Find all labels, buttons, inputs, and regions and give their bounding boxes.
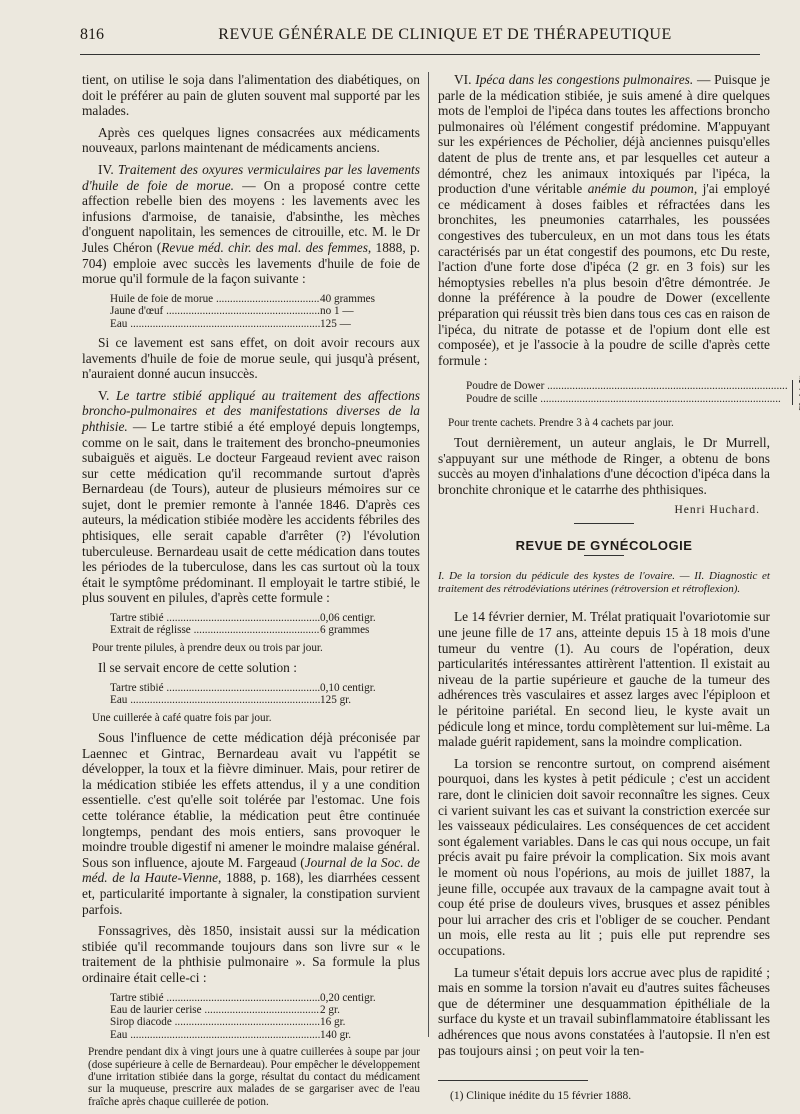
paragraph bbox=[82, 730, 420, 917]
paragraph: tient, on utilise le soja dans l'alimentation des diabétiques, on doit le préférer au pain de gluten souvent mal supporté par les malades. bbox=[82, 72, 420, 119]
column-divider bbox=[428, 72, 429, 1037]
prescription-row bbox=[110, 624, 420, 636]
prescription bbox=[110, 682, 420, 707]
separator-rule bbox=[584, 555, 624, 556]
page-header bbox=[70, 26, 760, 48]
paragraph-text: , 1888, p. 704) emploie avec succès les lavements d'huile de foie de morue qu'il formule de la façon suivante : bbox=[82, 239, 420, 287]
ingredient: Sirop diacode ..... bbox=[110, 1016, 320, 1028]
ingredient: Poudre de scille ..... bbox=[466, 393, 788, 405]
ingredient: Eau de laurier cerise ..... bbox=[110, 1004, 320, 1016]
prescription bbox=[110, 293, 420, 330]
paragraph-text: — Puisque je parle de la médication stibiée, je suis amené à dire quelques mots de l'emploi de l'ipéca dans toutes les affections broncho pulmonaires où l'élément congestif prédomine. M'appuyant sur les expériences de Pécholier, déjà anciennes puisqu'elles datent de plus de trente ans, et par lesquelles cet auteur a démontré, chez les animaux intoxiqués par l'ipéca, la production d'une véritable bbox=[438, 72, 770, 197]
ingredient: Eau ..... bbox=[110, 318, 320, 330]
prescription bbox=[110, 612, 420, 637]
paragraph: La torsion se rencontre surtout, on comprend aisément pourquoi, dans les kystes à petit pédicule ; c'est un accident rare, dont le clinicien doit savoir reconnaître les signes. Ceux ci varient suivant les cas et suivant la constriction exercée sur les vaisseaux pédiculaires. Les conséquences de cet accident sont également variables. Dans le cas qui nous occupe, un fait précis avait pu faire prévoir la complication. Six mois avant le moment où nous l'opérions, au mois de juillet 1887, la jeune fille, occupée aux travaux de la campagne avait tout à coup été prise de douleurs vives, brusques et assez pénibles pour lui arracher des cris et l'obliger de se coucher. Pendant un mois, elle resta au lit ; puis elle put reprendre ses occupations. bbox=[438, 755, 770, 958]
separator-rule bbox=[574, 523, 634, 524]
paragraph: Fonssagrives, dès 1850, insistait aussi sur la médication stibiée qu'il recommande toujours dans son livre sur « le traitement de la phthisie pulmonaire ». Sa formule la plus ordinaire était celle-ci : bbox=[82, 923, 420, 985]
prescription-note: Prendre pendant dix à vingt jours une à quatre cuillerées à soupe par jour (dose supérieure à celle de Bernardeau). Pour empêcher le développement d'une irritation stibiée dans la gorge, résultat du contact du médicament sur la muqueuse, prescrire aux malades de se gargariser avec de l'eau fraîche après chaque cuillerée de potion. bbox=[88, 1046, 420, 1108]
quantity: 6 grammes bbox=[320, 624, 370, 637]
page-number: 816 bbox=[80, 26, 104, 43]
ingredient: Eau ..... bbox=[110, 1029, 320, 1041]
quantity: 0,06 centigr. bbox=[320, 612, 376, 625]
section-vi bbox=[438, 72, 770, 368]
ingredient: Tartre stibié ..... bbox=[110, 992, 320, 1004]
footnote: (1) Clinique inédite du 15 février 1888. bbox=[450, 1090, 632, 1103]
paragraph: Après ces quelques lignes consacrées aux médicaments nouveaux, parlons maintenant de médicaments anciens. bbox=[82, 124, 420, 156]
quantity: 16 gr. bbox=[320, 1016, 346, 1029]
prescription-row bbox=[110, 1004, 420, 1016]
paragraph-text: , 1888, p. 168), les diarrhées cessent et, particularité importante à signaler, la constipation survient parfois. bbox=[82, 870, 420, 917]
section-contents: I. De la torsion du pédicule des kystes de l'ovaire. — II. Diagnostic et traitement des rétrodéviations utérines (rétroversion et rétroflexion). bbox=[438, 570, 770, 595]
running-title: REVUE GÉNÉRALE DE CLINIQUE ET DE THÉRAPEUTIQUE bbox=[218, 26, 672, 43]
quantity: 125 gr. bbox=[320, 694, 352, 707]
quantity bbox=[793, 374, 800, 411]
prescription-row bbox=[110, 318, 420, 330]
paragraph: Le 14 février dernier, M. Trélat pratiquait l'ovariotomie sur une jeune fille de 17 ans, atteinte depuis 15 à 18 mois d'une tumeur du ventre (1). Au cours de l'opération, deux particularités intéressantes attirèrent l'attention. Il existait au niveau de la partie supérieure et gauche de la tumeur des adhérences très vasculaires et assez larges avec l'épiploon et le péritoine pariétal. En second lieu, le kyste avait un pédicule long et mince, tordu complètement sur lui-même. La malade guérit rapidement, sans la moindre complication. bbox=[438, 609, 770, 750]
ingredient: Eau ..... bbox=[110, 694, 320, 706]
left-column bbox=[82, 72, 420, 1114]
prescription-note: Une cuillerée à café quatre fois par jour. bbox=[92, 711, 272, 724]
paragraph-text: , j'ai employé ce médicament à doses faibles et réfractées dans les bronchites, les pneumonies catarrhales, les poussées congestives des tuberculeux, en un mot dans tous les états caractérisés par un état congestif des poumons, etc Du reste, l'action d'une forte dose d'ipéca (2 gr. en 3 fois) sur les hémoptysies rebelles n'a plus besoin d'être démontrée. Je donne la préférence à la poudre de Dower (excellente préparation qui réussit très bien dans tous ces cas en raison de l'ipéca, du nitrate de potasse et de l'opium dont elle est composée), et je l'associe à la poudre de scille d'après cette formule : bbox=[438, 181, 771, 368]
prescription-note: Pour trente pilules, à prendre deux ou trois par jour. bbox=[92, 641, 323, 654]
ingredient: Tartre stibié ..... bbox=[110, 682, 320, 694]
ingredient: Jaune d'œuf ..... bbox=[110, 305, 320, 317]
emphasis: anémie du poumon bbox=[587, 181, 694, 197]
paragraph: La tumeur s'était depuis lors accrue avec plus de rapidité ; mais en somme la torsion n'avait eu d'autres suites fâcheuses que de déterminer une desquammation épithéliale de la surface du kyste et un travail subinflammatoire établissant les adhérences que nous avons constatées à l'autopsie. Il n'en est pas toujours ainsi ; on peut voir la ten- bbox=[438, 964, 770, 1058]
paragraph-text: — On a proposé contre cette affection rebelle bien des moyens : les lavements avec les infusions d'armoise, de tanaisie, d'absinthe, les mèches d'onguent napolitain, les semences de citrouille, etc. M. le Dr Jules Chéron ( bbox=[82, 177, 420, 255]
prescription-braced bbox=[466, 374, 770, 411]
prescription-row bbox=[110, 1029, 420, 1041]
prescription-row bbox=[110, 293, 420, 305]
prescription-row bbox=[110, 305, 420, 317]
author-signature: Henri Huchard. bbox=[674, 504, 760, 517]
citation: Revue méd. chir. des mal. des femmes bbox=[161, 239, 368, 255]
prescription-row bbox=[466, 393, 788, 405]
quantity: 40 grammes bbox=[320, 292, 375, 305]
paragraph: Si ce lavement est sans effet, on doit avoir recours aux lavements d'huile de foie de morue seule, qui jusqu'à présent, n'auraient donné aucun insuccès. bbox=[82, 334, 420, 382]
section-iv bbox=[82, 162, 420, 287]
header-rule bbox=[80, 54, 760, 55]
quantity: 0,20 centigr. bbox=[320, 991, 376, 1004]
footnote-rule bbox=[438, 1080, 588, 1081]
right-column bbox=[438, 72, 770, 1105]
prescription bbox=[110, 992, 420, 1042]
citation: Journal de la Soc. de méd. de la Haute-Vienne bbox=[82, 854, 421, 886]
section-title: REVUE DE GYNÉCOLOGIE bbox=[515, 537, 693, 553]
section-v bbox=[82, 388, 420, 606]
ingredient: Tartre stibié ..... bbox=[110, 612, 320, 624]
section-number: V. bbox=[98, 387, 116, 403]
paragraph: Il se servait encore de cette solution : bbox=[98, 660, 297, 676]
section-number: VI. bbox=[454, 72, 476, 87]
prescription bbox=[466, 374, 770, 411]
prescription-row bbox=[110, 1016, 420, 1028]
paragraph-text: Sous l'influence de cette médication déjà préconisée par Laennec et Gintrac, Bernardeau avait vu l'appétit se développer, la toux et la fièvre diminuer. Mais, pour retirer de la médication stibiée les effets attendus, il y a une condition essentielle. c'est qu'elle soit tolérée par l'estomac. Une fois cette tolérance établie, la médication peut être continuée longtemps, pendant des mois entiers, sans provoquer le moindre trouble digestif ni amener le moindre malaise général. Sous son influence, ajoute M. Fargeaud ( bbox=[82, 730, 420, 870]
ingredient: Huile de foie de morue ..... bbox=[110, 293, 320, 305]
ingredient: Extrait de réglisse ..... bbox=[110, 624, 320, 636]
section-heading: Traitement des oxyures vermiculaires par les lavements d'huile de foie de morue. bbox=[82, 161, 420, 193]
section-heading: Ipéca dans les congestions pulmonaires. bbox=[475, 72, 694, 87]
paragraph-text: — Le tartre stibié a été employé depuis longtemps, comme on le sait, dans le traitement des broncho-pneumonies subaiguës et aiguës. Le docteur Fargeaud revient avec raison sur cette médication qu'il recommande surtout d'après Bernardeau (de Tours), auteur de plusieurs mémoires sur ce sujet, dont le premier remonte à l'année 1846. D'après ces auteurs, la médication stibiée modère les accidents fébriles des phtisiques, elle serait capable d'arrêter (?) l'évolution tuberculeuse. Bernardeau usait de cette médication dans toutes les périodes de la tuberculose, dans les cas surtout où la toux était le symptôme prédominant. Il employait le tartre stibié, le plus souvent en pilules, d'après cette formule : bbox=[82, 418, 420, 606]
quantity: 125 — bbox=[320, 317, 351, 330]
paragraph: Tout dernièrement, un auteur anglais, le Dr Murrell, s'appuyant sur une méthode de Ringer, a obtenu de bons succès au moyen d'inhalations d'une décoction d'ipéca dans la bronchite chronique et le catarrhe des phthisiques. bbox=[438, 434, 770, 497]
section-heading: Le tartre stibié appliqué au traitement des affections broncho-pulmonaires et des manifestations diverses de la phthisie. bbox=[82, 387, 421, 434]
prescription-row bbox=[110, 992, 420, 1004]
quantity: 140 gr. bbox=[320, 1028, 352, 1041]
quantity: 0,10 centigr. bbox=[320, 681, 376, 694]
quantity: 2 gr. bbox=[320, 1003, 340, 1016]
prescription-row bbox=[110, 612, 420, 624]
ingredient-list bbox=[466, 380, 793, 405]
section-number: IV. bbox=[98, 161, 118, 177]
prescription-row bbox=[466, 380, 788, 392]
prescription-note: Pour trente cachets. Prendre 3 à 4 cachets par jour. bbox=[448, 416, 674, 429]
quantity: no 1 — bbox=[320, 305, 354, 318]
prescription-row bbox=[110, 682, 420, 694]
ingredient: Poudre de Dower ..... bbox=[466, 380, 788, 392]
prescription-row bbox=[110, 694, 420, 706]
